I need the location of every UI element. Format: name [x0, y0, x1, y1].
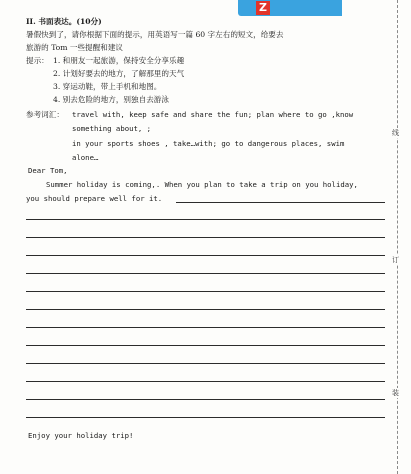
hint-item: 4. 别去危险的地方，别独自去游泳	[53, 95, 169, 104]
writing-line[interactable]	[26, 363, 385, 364]
prompt-line-2: 旅游的 Tom 一些提醒和建议	[26, 43, 124, 52]
vocab-line: alone…	[72, 153, 99, 162]
hints-label: 提示：	[26, 56, 49, 65]
writing-line[interactable]	[26, 273, 385, 274]
writing-line[interactable]	[26, 255, 385, 256]
vocab-label: 参考词汇：	[26, 110, 64, 119]
prompt-line-1: 暑假快到了，请你根据下面的提示，用英语写一篇 60 字左右的短文，给要去	[26, 30, 284, 39]
vocab-line: travel with, keep safe and share the fun; plan where to go ,know	[72, 110, 354, 119]
hint-item: 1. 和朋友一起旅游，保持安全分享乐趣	[53, 56, 185, 65]
letter-body-line-2: you should prepare well for it.	[26, 194, 163, 203]
hint-item: 2. 计划好要去的地方，了解那里的天气	[53, 69, 185, 78]
writing-line[interactable]	[26, 291, 385, 292]
writing-line[interactable]	[26, 399, 385, 400]
binding-char: 装	[392, 389, 399, 397]
writing-line[interactable]	[26, 417, 385, 418]
writing-line[interactable]	[26, 345, 385, 346]
hint-item: 3. 穿运动鞋，带上手机和地图。	[53, 82, 162, 91]
vocab-line: something about, ;	[72, 124, 152, 133]
section-title: II. 书面表达。(10分)	[26, 17, 102, 26]
writing-line[interactable]	[176, 202, 385, 203]
binding-char: 订	[392, 256, 399, 264]
letter-greeting: Dear Tom,	[28, 166, 68, 175]
binding-line	[397, 0, 398, 474]
letter-body-line-1: Summer holiday is coming,. When you plan to take a trip on you holiday,	[46, 180, 358, 189]
writing-line[interactable]	[26, 327, 385, 328]
writing-line[interactable]	[26, 381, 385, 382]
letter-closing: Enjoy your holiday trip!	[28, 431, 134, 440]
vocab-line: in your sports shoes , take…with; go to dangerous places, swim	[72, 139, 345, 148]
writing-line[interactable]	[26, 309, 385, 310]
writing-line[interactable]	[26, 219, 385, 220]
logo-mark-icon: Z	[256, 1, 270, 15]
writing-line[interactable]	[26, 237, 385, 238]
binding-char: 线	[392, 129, 399, 137]
corner-logo	[238, 0, 342, 16]
